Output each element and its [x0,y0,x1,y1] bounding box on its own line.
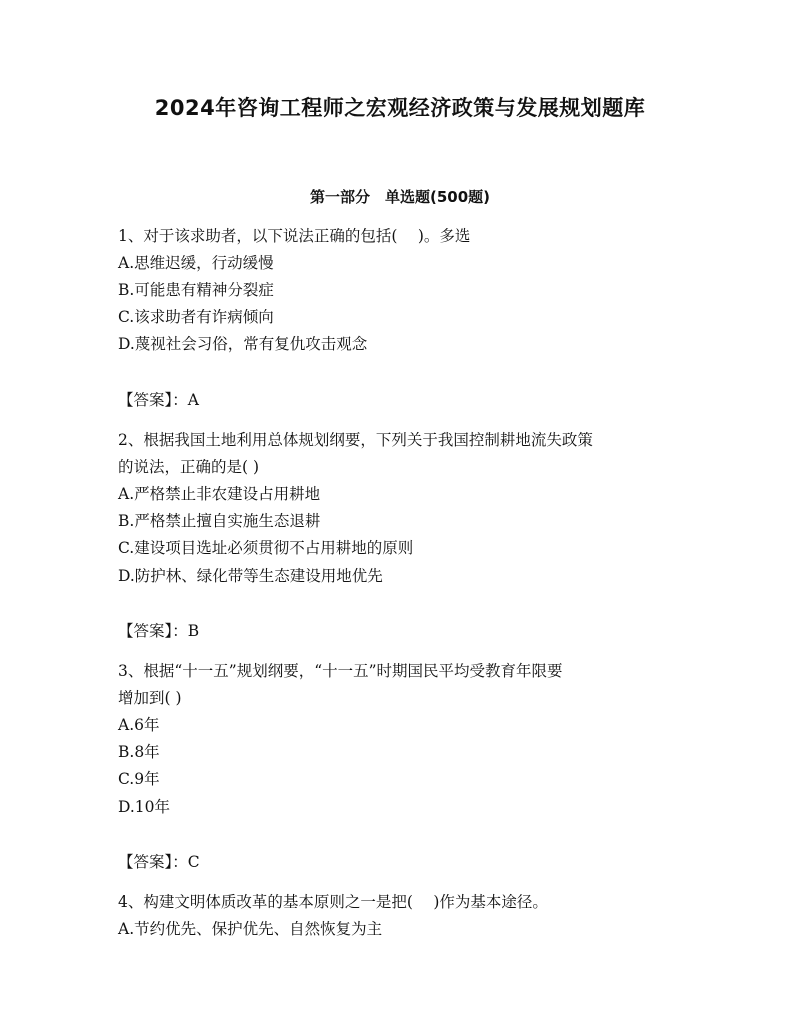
question-3-stem-line-1: 3、根据“十一五”规划纲要，“十一五”时期国民平均受教育年限要 [118,662,563,680]
question-2-option-b: B.严格禁止擅自实施生态退耕 [118,512,321,530]
question-4-option-a: A.节约优先、保护优先、自然恢复为主 [118,920,383,938]
question-3-answer: 【答案】：C [118,853,200,871]
question-2-option-c: C.建设项目选址必须贯彻不占用耕地的原则 [118,539,414,557]
question-1-option-a: A.思维迟缓，行动缓慢 [118,254,274,272]
question-1-stem-line-1: 1、对于该求助者，以下说法正确的包括( )。多选 [118,227,471,245]
question-4-stem-line-1: 4、构建文明体质改革的基本原则之一是把( )作为基本途径。 [118,893,548,911]
question-1-answer: 【答案】：A [118,391,199,409]
question-1-option-c: C.该求助者有诈病倾向 [118,308,274,326]
question-1-option-d: D.蔑视社会习俗，常有复仇攻击观念 [118,335,368,353]
question-2-option-a: A.严格禁止非农建设占用耕地 [118,485,321,503]
question-3-option-c: C.9年 [118,770,160,788]
question-3-option-a: A.6年 [118,716,160,734]
question-2-stem-line-1: 2、根据我国土地利用总体规划纲要，下列关于我国控制耕地流失政策 [118,431,593,449]
question-1-option-b: B.可能患有精神分裂症 [118,281,274,299]
question-2-option-d: D.防护林、绿化带等生态建设用地优先 [118,567,383,585]
question-3-option-b: B.8年 [118,743,160,761]
question-3-stem-line-2: 增加到( ) [118,689,182,707]
question-2-answer: 【答案】：B [118,622,200,640]
section-title: 第一部分 单选题(500题) [309,188,491,206]
document-title: 2024年咨询工程师之宏观经济政策与发展规划题库 [154,96,646,120]
question-2-stem-line-2: 的说法，正确的是( ) [118,458,260,476]
question-3-option-d: D.10年 [118,798,171,816]
